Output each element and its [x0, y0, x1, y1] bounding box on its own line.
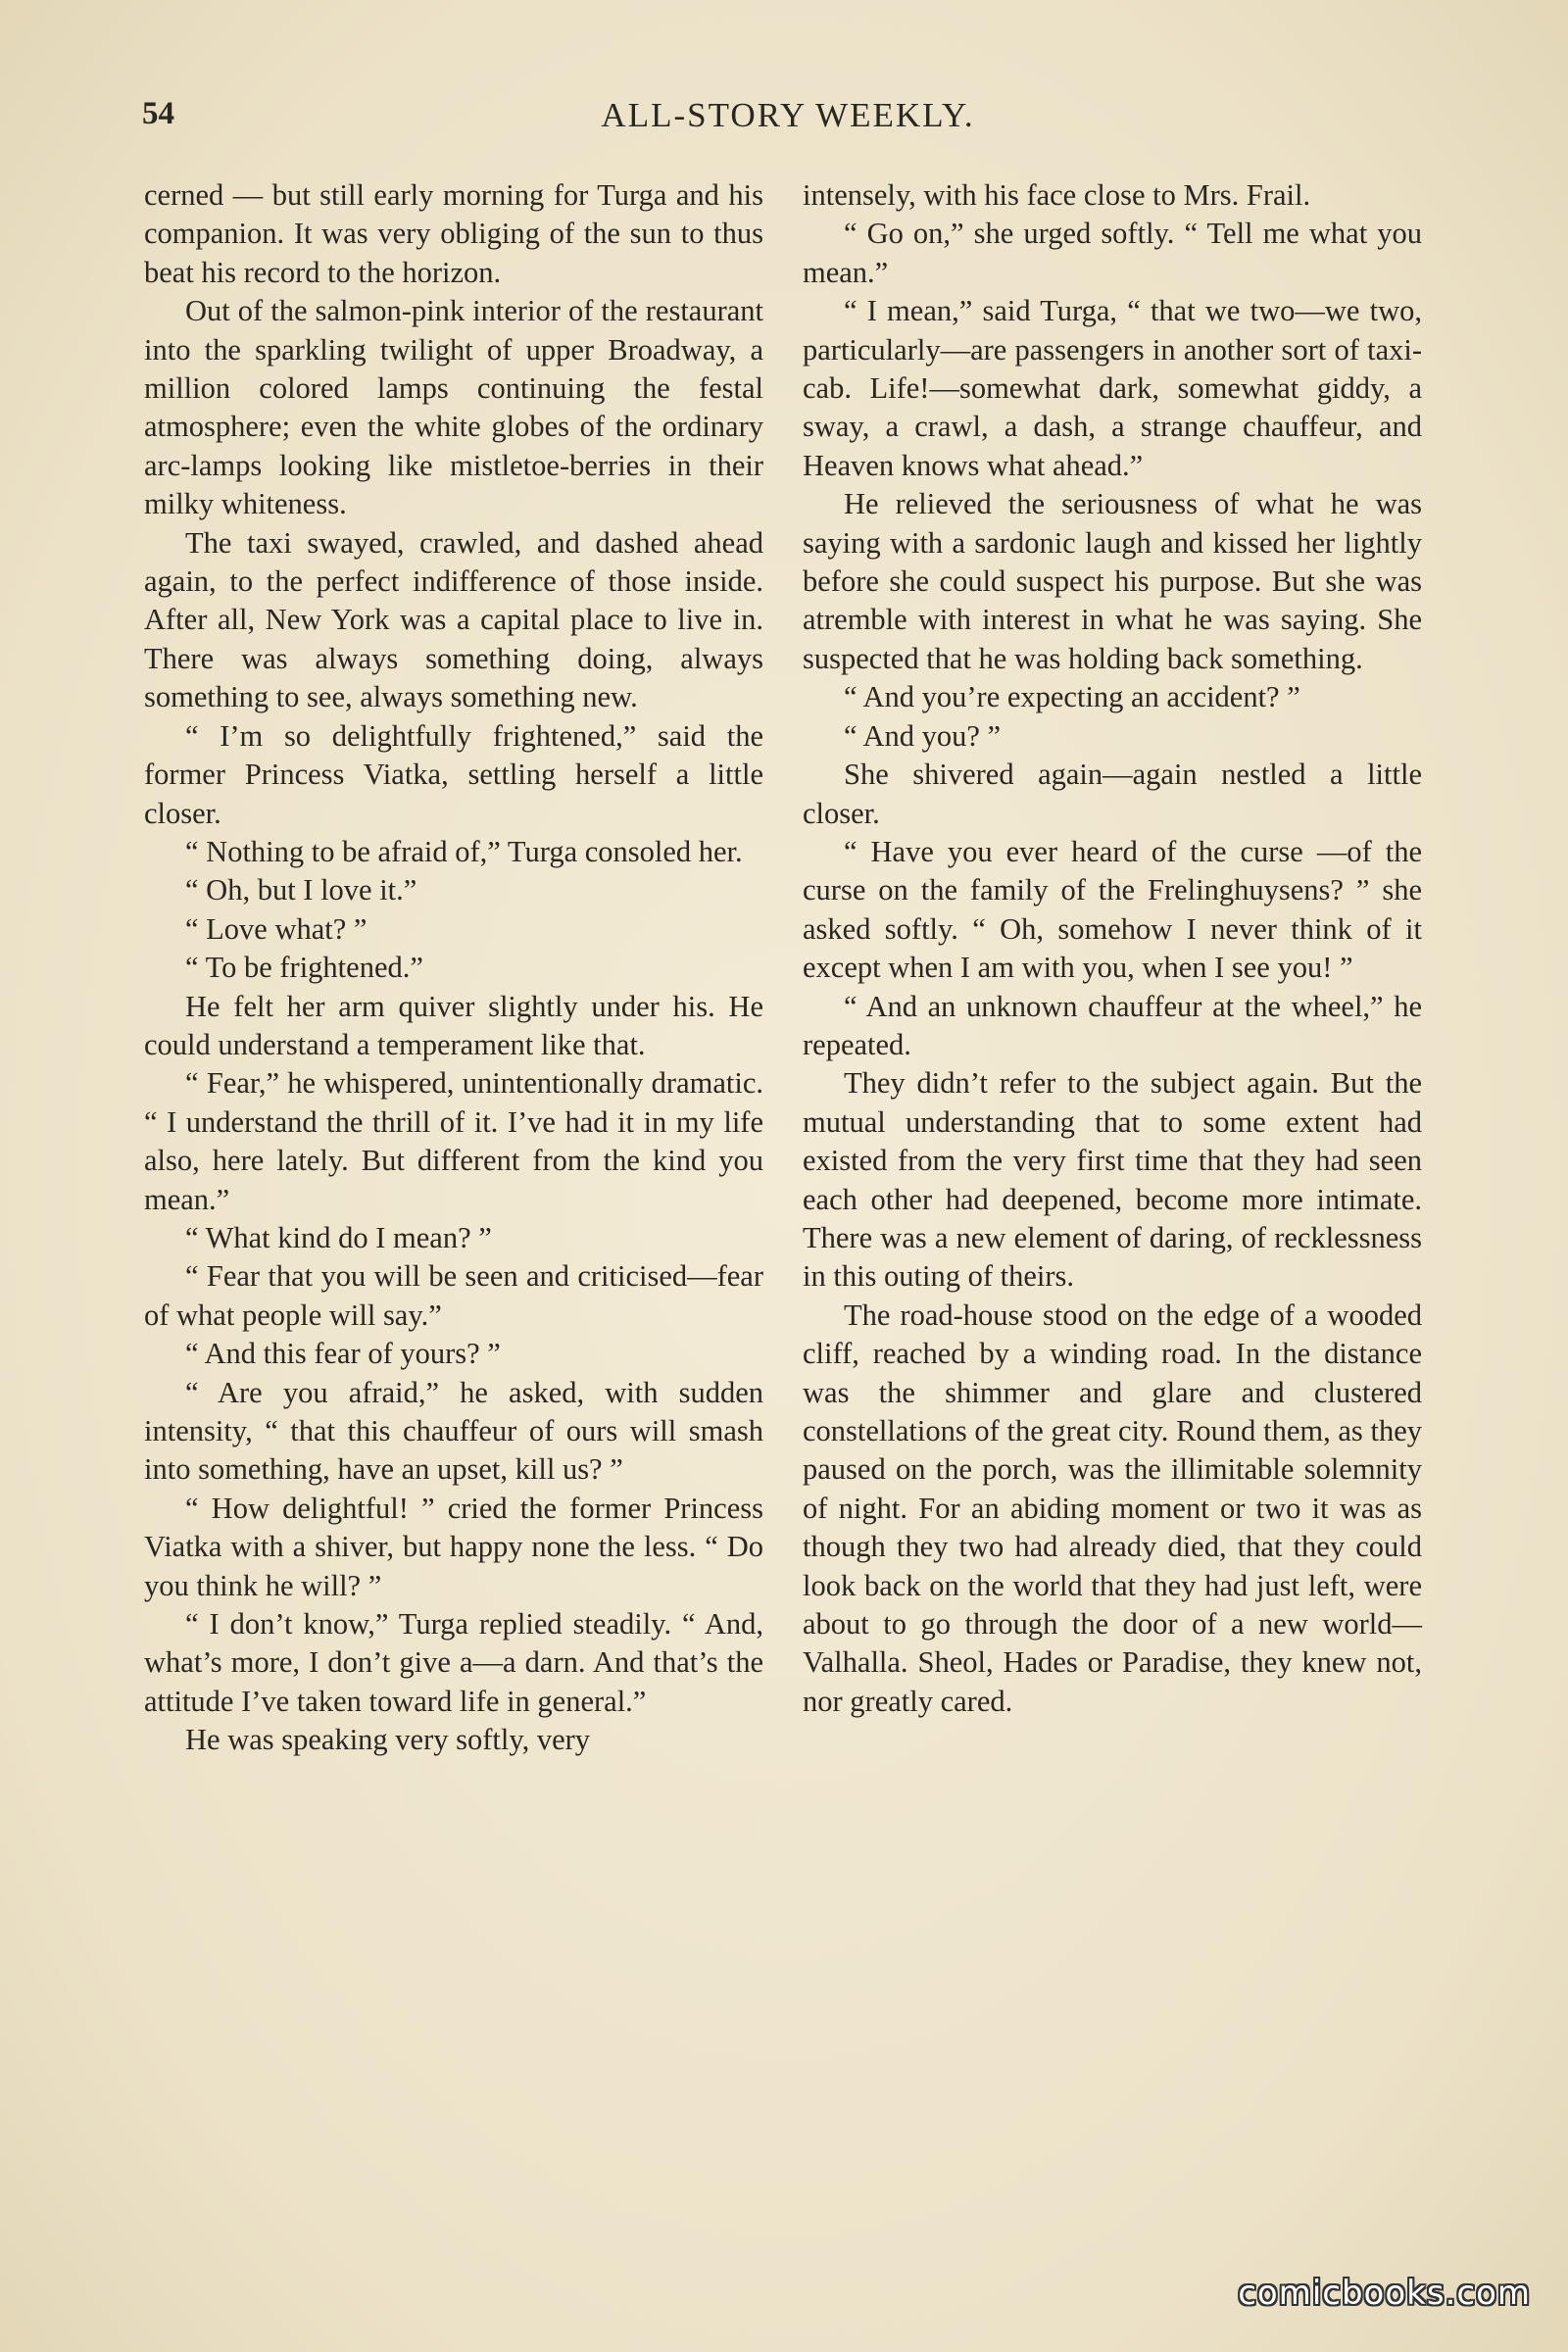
paragraph: “ I’m so delightfully frightened,” said the former Princess Viatka, settling herself a little closer. [144, 718, 763, 830]
watermark: comicbooks.com [1238, 2274, 1531, 2313]
paragraph: “ Are you afraid,” he asked, with sudden intensity, “ that this chauffeur of ours will smash into something, have an upset, kill us? ” [144, 1375, 763, 1487]
paragraph: “ Oh, but I love it.” [185, 873, 417, 907]
paragraph: He was speaking very softly, very [185, 1723, 591, 1757]
paragraph: “ Fear,” he whispered, unintentionally dramatic. “ I understand the thrill of it. I’ve had it in my life also, here lately. But different from the kind you mean.” [144, 1066, 763, 1216]
paragraph: “ Fear that you will be seen and criticised—fear of what people will say.” [144, 1259, 763, 1332]
paragraph: He relieved the seriousness of what he was saying with a sardonic laugh and kissed her lightly before she could suspect his purpose. But she was atremble with interest in what he was saying. She suspected that he was holding back something. [803, 487, 1422, 675]
paragraph: “ Go on,” she urged softly. “ Tell me what you mean.” [803, 217, 1422, 289]
paragraph: “ How delightful! ” cried the former Princess Viatka with a shiver, but happy none the less. “ Do you think he will? ” [144, 1491, 763, 1602]
paragraph: “ And this fear of yours? ” [185, 1337, 501, 1371]
paragraph: “ To be frightened.” [185, 951, 423, 985]
paragraph: “ What kind do I mean? ” [185, 1220, 492, 1254]
running-title: ALL-STORY WEEKLY. [601, 96, 975, 134]
right-column [803, 176, 1422, 1721]
paragraph: “ Have you ever heard of the curse —of the curse on the family of the Frelinghuysens? ” she asked softly. “ Oh, somehow I never think of it except when I am with you, when I see you! ” [803, 834, 1422, 985]
page-number: 54 [142, 96, 174, 131]
paragraph: She shivered again—again nestled a little closer. [803, 758, 1422, 830]
paragraph: “ I mean,” said Turga, “ that we two—we two, particularly—are passengers in another sort of taxi-cab. Life!—somewhat dark, somewhat giddy, a sway, a crawl, a dash, a strange chauffeur, and Heaven knows what ahead.” [803, 294, 1422, 482]
paragraph: The road-house stood on the edge of a wooded cliff, reached by a winding road. In the distance was the shimmer and glare and clustered constellations of the great city. Round them, as they paused on the porch, was the illimitable solemnity of night. For an abiding moment or two it was as though they two had already died, that they could look back on the world that they had just left, were about to go through the door of a new world—Valhalla. Sheol, Hades or Paradise, they knew not, nor greatly cared. [803, 1298, 1422, 1718]
paragraph: The taxi swayed, crawled, and dashed ahead again, to the perfect indifference of those inside. After all, New York was a capital place to live in. There was always something doing, always something to see, always something new. [144, 525, 763, 714]
paragraph: He felt her arm quiver slightly under his. He could understand a temperament like that. [144, 989, 763, 1061]
page-header [142, 96, 1434, 155]
left-column [144, 176, 763, 1760]
paragraph: “ Nothing to be afraid of,” Turga consoled her. [185, 834, 743, 868]
paragraph: “ And you? ” [844, 718, 1002, 753]
paragraph: cerned — but still early morning for Turga and his companion. It was very obliging of the sun to thus beat his record to the horizon. [144, 178, 763, 289]
paragraph: They didn’t refer to the subject again. But the mutual understanding that to some extent had existed from the very first time that they had seen each other had deepened, become more intimate. There was a new element of daring, of recklessness in this outing of theirs. [803, 1066, 1422, 1294]
paragraph: “ And an unknown chauffeur at the wheel,” he repeated. [803, 989, 1422, 1061]
paragraph: “ Love what? ” [185, 911, 368, 946]
paragraph: Out of the salmon-pink interior of the restaurant into the sparkling twilight of upper Broadway, a million colored lamps continuing the festal atmosphere; even the white globes of the ordinary arc-lamps looking like mistletoe-berries in their milky whiteness. [144, 294, 763, 521]
paragraph: “ And you’re expecting an accident? ” [844, 680, 1300, 714]
paragraph: “ I don’t know,” Turga replied steadily. “ And, what’s more, I don’t give a—a darn. And that’s the attitude I’ve taken toward life in general.” [144, 1607, 763, 1718]
paragraph: intensely, with his face close to Mrs. Frail. [803, 178, 1311, 212]
